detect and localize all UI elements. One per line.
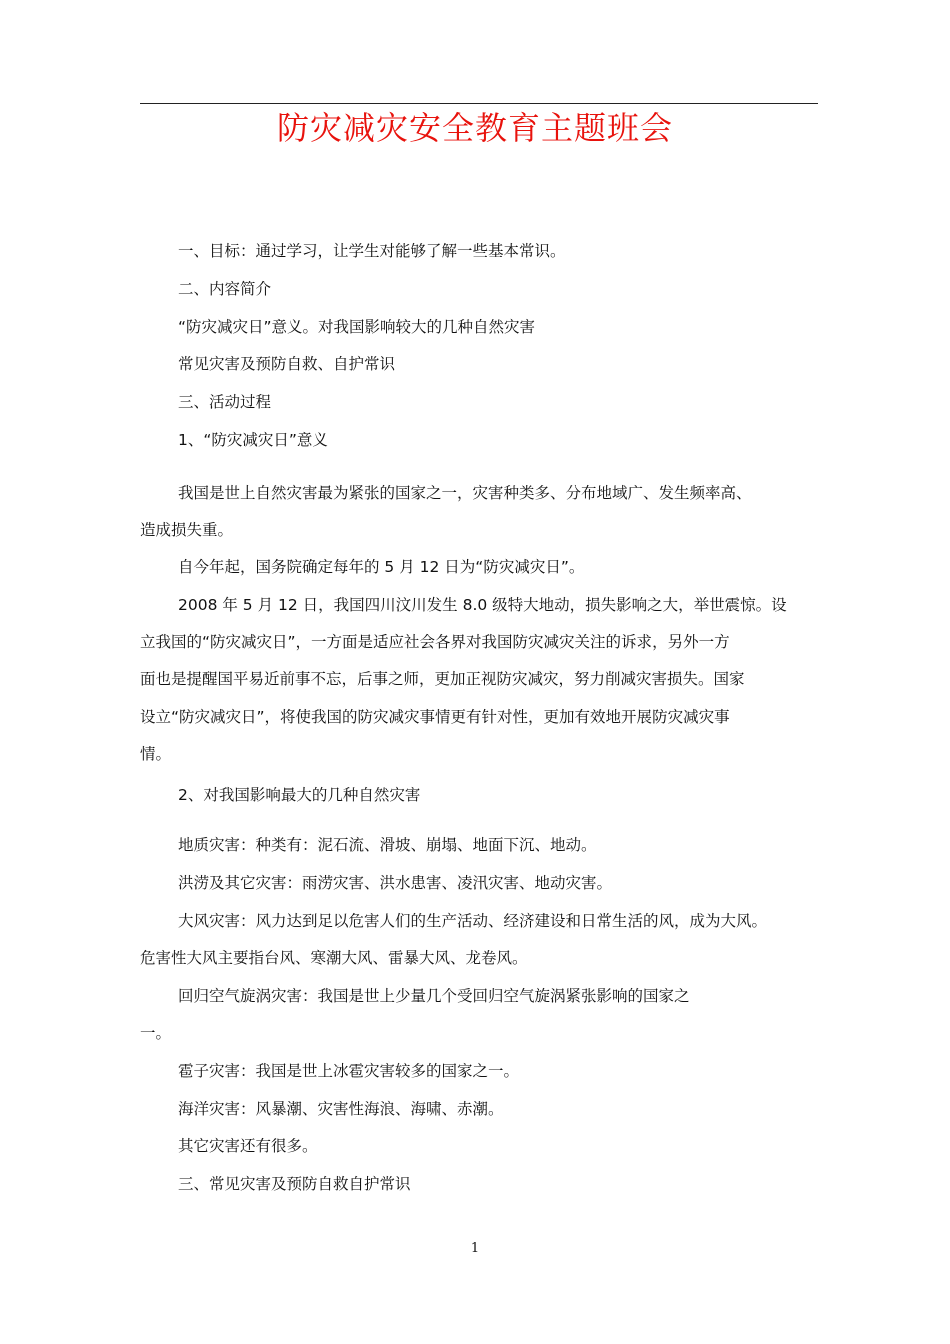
paragraph-summary-2: 常见灾害及预防自救、自护常识 [178,355,396,373]
paragraph-cyclone-line-2: 一。 [140,1024,172,1042]
paragraph-ocean: 海洋灾害：风暴潮、灾害性海浪、海啸、赤潮。 [178,1100,504,1118]
paragraph-sub-2-heading: 2、对我国影响最大的几种自然灾害 [178,786,421,804]
paragraph-body-1-line-2: 造成损失重。 [140,521,234,539]
paragraph-body-3-line-5: 情。 [140,745,172,763]
paragraph-body-3-line-1: 2008 年 5 月 12 日，我国四川汶川发生 8.0 级特大地动，损失影响之大，举世震惊。设 [178,596,787,614]
header-rule [140,103,818,104]
paragraph-body-2: 自今年起，国务院确定每年的 5 月 12 日为“防灾减灾日”。 [178,558,585,576]
document-title: 防灾减灾安全教育主题班会 [276,109,673,147]
paragraph-cyclone-line-1: 回归空气旋涡灾害：我国是世上少量几个受回归空气旋涡紧张影响的国家之 [178,987,690,1005]
paragraph-hail: 雹子灾害：我国是世上冰雹灾害较多的国家之一。 [178,1062,520,1080]
paragraph-goal: 一、目标：通过学习，让学生对能够了解一些基本常识。 [178,242,566,260]
paragraph-wind-line-1: 大风灾害：风力达到足以危害人们的生产活动、经济建设和日常生活的风，成为大风。 [178,912,768,930]
paragraph-section-3-heading: 三、活动过程 [178,393,272,411]
paragraph-geologic: 地质灾害：种类有：泥石流、滑坡、崩塌、地面下沉、地动。 [178,836,597,854]
paragraph-body-3-line-4: 设立“防灾减灾日”，将使我国的防灾减灾事情更有针对性，更加有效地开展防灾减灾事 [140,708,730,726]
page-number: 1 [470,1241,480,1256]
paragraph-body-1-line-1: 我国是世上自然灾害最为紧张的国家之一，灾害种类多、分布地域广、发生频率高、 [178,484,752,502]
paragraph-body-3-line-3: 面也是提醒国平易近前事不忘，后事之师，更加正视防灾减灾，努力削减灾害损失。国家 [140,670,745,688]
paragraph-section-2-heading: 二、内容简介 [178,280,272,298]
paragraph-section-3b-heading: 三、常见灾害及预防自救自护常识 [178,1175,411,1193]
paragraph-body-3-line-2: 立我国的“防灾减灾日”，一方面是适应社会各界对我国防灾减灾关注的诉求，另外一方 [140,633,730,651]
paragraph-summary-1: “防灾减灾日”意义。对我国影响较大的几种自然灾害 [178,318,536,336]
paragraph-other: 其它灾害还有很多。 [178,1137,318,1155]
paragraph-flood: 洪涝及其它灾害：雨涝灾害、洪水患害、凌汛灾害、地动灾害。 [178,874,613,892]
paragraph-wind-line-2: 危害性大风主要指台风、寒潮大风、雷暴大风、龙卷风。 [140,949,528,967]
paragraph-sub-1-heading: 1、“防灾减灾日”意义 [178,431,328,449]
